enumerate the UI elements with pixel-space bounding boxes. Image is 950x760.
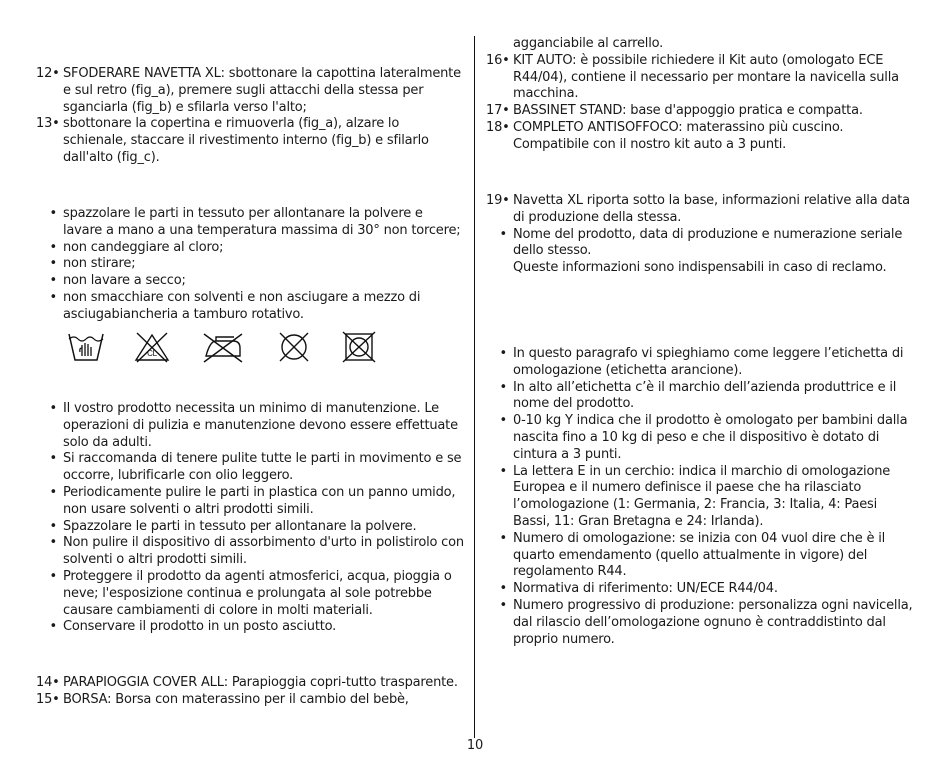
- hand-wash-icon: [66, 330, 106, 364]
- list-marker: 16•: [486, 52, 510, 68]
- no-bleach-icon: [132, 330, 172, 364]
- list-marker: •: [499, 226, 507, 242]
- column-divider: [474, 36, 475, 738]
- list-marker: •: [499, 463, 507, 479]
- list-marker: 17•: [486, 103, 510, 119]
- list-marker: •: [499, 597, 507, 613]
- list-item-text: non lavare a secco;: [63, 273, 186, 289]
- list-item: [486, 36, 914, 53]
- list-item-text: BORSA: Borsa con materassino per il cambio del bebè,: [63, 691, 409, 707]
- list-marker: 14•: [36, 675, 60, 690]
- list-marker: •: [499, 530, 507, 546]
- list-marker: •: [49, 568, 57, 584]
- svg-text:CL: CL: [147, 349, 157, 358]
- list-item: [486, 53, 914, 103]
- no-tumble-dry-icon: [339, 330, 379, 364]
- list-marker: •: [49, 401, 57, 416]
- list-marker: •: [49, 273, 57, 289]
- list-item-text: non smacchiare con solventi e non asciugare a mezzo di asciugabiancheria a tamburo rotativo.: [63, 289, 421, 322]
- list-item-text: PARAPIOGGIA COVER ALL: Parapioggia copri-tutto trasparente.: [63, 675, 458, 690]
- page-number: 10: [466, 738, 484, 753]
- list-item: [486, 581, 914, 598]
- list-marker: •: [499, 413, 507, 429]
- list-item: [486, 380, 914, 414]
- accessories-list-continued: [486, 36, 914, 154]
- list-item-text: Nome del prodotto, data di produzione e numerazione seriale dello stesso. Queste informazioni sono indispensabili in caso di reclamo.: [513, 226, 903, 276]
- list-item-text: non stirare;: [63, 256, 136, 272]
- list-item-text: agganciabile al carrello.: [513, 36, 664, 51]
- list-item: [36, 206, 464, 240]
- list-item-text: Proteggere il prodotto da agenti atmosferici, acqua, pioggia o neve; l'esposizione continua e prolungata al sole potrebbe causare cambiamenti di colore in molti materiali.: [63, 568, 452, 618]
- list-item-text: Non pulire il dispositivo di assorbimento d'urto in polistirolo con solventi o altri prodotti simili.: [63, 535, 464, 568]
- list-item-text: spazzolare le parti in tessuto per allontanare la polvere e lavare a mano a una temperatura massima di 30° non torcere;: [63, 206, 461, 238]
- list-item: [486, 346, 914, 380]
- list-item-text: La lettera E in un cerchio: indica il marchio di omologazione Europea e il numero definisce il paese che ha rilasciato l’omologazione (1: Germania, 2: Francia, 3: Italia, 4: Paesi Bassi, 11: Gran Bretagna e 24: Irlanda).: [513, 463, 891, 529]
- list-marker: •: [49, 289, 57, 305]
- list-item-text: Conservare il prodotto in un posto asciutto.: [63, 619, 337, 635]
- list-marker: 18•: [486, 119, 510, 135]
- list-item-text: In questo paragrafo vi spieghiamo come leggere l’etichetta di omologazione (etichetta arancione).: [513, 346, 904, 378]
- list-item: [36, 273, 464, 290]
- list-item-text: In alto all’etichetta c’è il marchio dell’azienda produttrice e il nome del prodotto.: [513, 379, 897, 412]
- list-marker: •: [49, 518, 57, 534]
- list-item: [36, 569, 464, 619]
- care-symbols: [36, 330, 386, 366]
- list-item: [36, 485, 464, 519]
- disassembly-steps: [36, 66, 464, 167]
- list-marker: •: [499, 581, 507, 597]
- list-item: [36, 692, 464, 709]
- list-item: [36, 619, 464, 636]
- base-information: [486, 193, 914, 277]
- list-marker: 19•: [486, 193, 510, 208]
- list-item: [486, 103, 914, 120]
- list-item-text: Si raccomanda di tenere pulite tutte le parti in movimento e se occorre, lubrificarle con olio leggero.: [63, 451, 462, 484]
- list-item: [36, 401, 464, 451]
- list-item: [36, 290, 464, 324]
- list-marker: •: [49, 484, 57, 500]
- list-item: [36, 451, 464, 485]
- list-marker: •: [49, 619, 57, 635]
- list-item: [486, 227, 914, 277]
- list-item-text: Numero di omologazione: se inizia con 04 vuol dire che è il quarto emendamento (quello attualmente in vigore) del regolamento R44.: [513, 530, 886, 580]
- list-marker: •: [49, 239, 57, 255]
- approval-label-information: [486, 346, 914, 648]
- list-item-text: non candeggiare al cloro;: [63, 239, 224, 255]
- maintenance-instructions: [36, 401, 464, 636]
- list-item: [36, 240, 464, 257]
- list-item-text: COMPLETO ANTISOFFOCO: materassino più cuscino. Compatibile con il nostro kit auto a 3 punti.: [513, 119, 844, 152]
- list-item-text: SFODERARE NAVETTA XL: sbottonare la capottina lateralmente e sul retro (fig_a), premere sugli attacchi della stessa per sganciarla (fig_b) e sfilarla verso l'alto;: [63, 66, 461, 115]
- list-item: [36, 256, 464, 273]
- list-item: [486, 598, 914, 648]
- list-marker: •: [49, 451, 57, 467]
- list-item: [486, 531, 914, 581]
- list-item: [36, 535, 464, 569]
- list-marker: •: [49, 256, 57, 272]
- list-marker: •: [499, 346, 507, 361]
- list-marker: 15•: [36, 691, 60, 707]
- list-marker: 13•: [36, 116, 60, 132]
- list-item-text: BASSINET STAND: base d'appoggio pratica e compatta.: [513, 103, 863, 119]
- list-item-text: Numero progressivo di produzione: personalizza ogni navicella, dal rilascio dell’omologazione ognuno è contraddistinto dal proprio numero.: [513, 597, 913, 647]
- accessories-list: [36, 675, 464, 709]
- list-item-text: Periodicamente pulire le parti in plastica con un panno umido, non usare solventi o altri prodotti simili.: [63, 484, 456, 517]
- list-item: [36, 519, 464, 536]
- list-item: [486, 413, 914, 463]
- list-item-text: Spazzolare le parti in tessuto per allontanare la polvere.: [63, 518, 417, 534]
- list-item: [486, 193, 914, 227]
- list-item-text: sbottonare la copertina e rimuoverla (fig_a), alzare lo schienale, staccare il rivestimento interno (fig_b) e sfilarlo dall'alto (fig_c).: [63, 116, 429, 165]
- no-dry-clean-icon: [274, 330, 314, 364]
- list-marker: •: [499, 379, 507, 395]
- list-marker: 12•: [36, 66, 60, 81]
- list-marker: •: [49, 206, 57, 221]
- list-item-text: Normativa di riferimento: UN/ECE R44/04.: [513, 581, 778, 597]
- list-item-text: 0-10 kg Y indica che il prodotto è omologato per bambini dalla nascita fino a 10 kg di peso e che il dispositivo è dotato di cintura a 3 punti.: [513, 413, 908, 462]
- no-iron-icon: [200, 330, 246, 364]
- list-item: [486, 120, 914, 154]
- list-item-text: Navetta XL riporta sotto la base, informazioni relative alla data di produzione della stessa.: [513, 193, 910, 225]
- list-item: [486, 464, 914, 531]
- list-item: [36, 675, 464, 692]
- list-marker: •: [49, 535, 57, 551]
- list-item-text: KIT AUTO: è possibile richiedere il Kit auto (omologato ECE R44/04), contiene il necessario per montare la navicella sulla macchina.: [513, 52, 899, 102]
- list-item: [36, 66, 464, 116]
- list-item: [36, 116, 464, 166]
- washing-instructions: [36, 206, 464, 324]
- list-item-text: Il vostro prodotto necessita un minimo di manutenzione. Le operazioni di pulizia e manutenzione devono essere effettuate solo da adulti.: [63, 401, 458, 450]
